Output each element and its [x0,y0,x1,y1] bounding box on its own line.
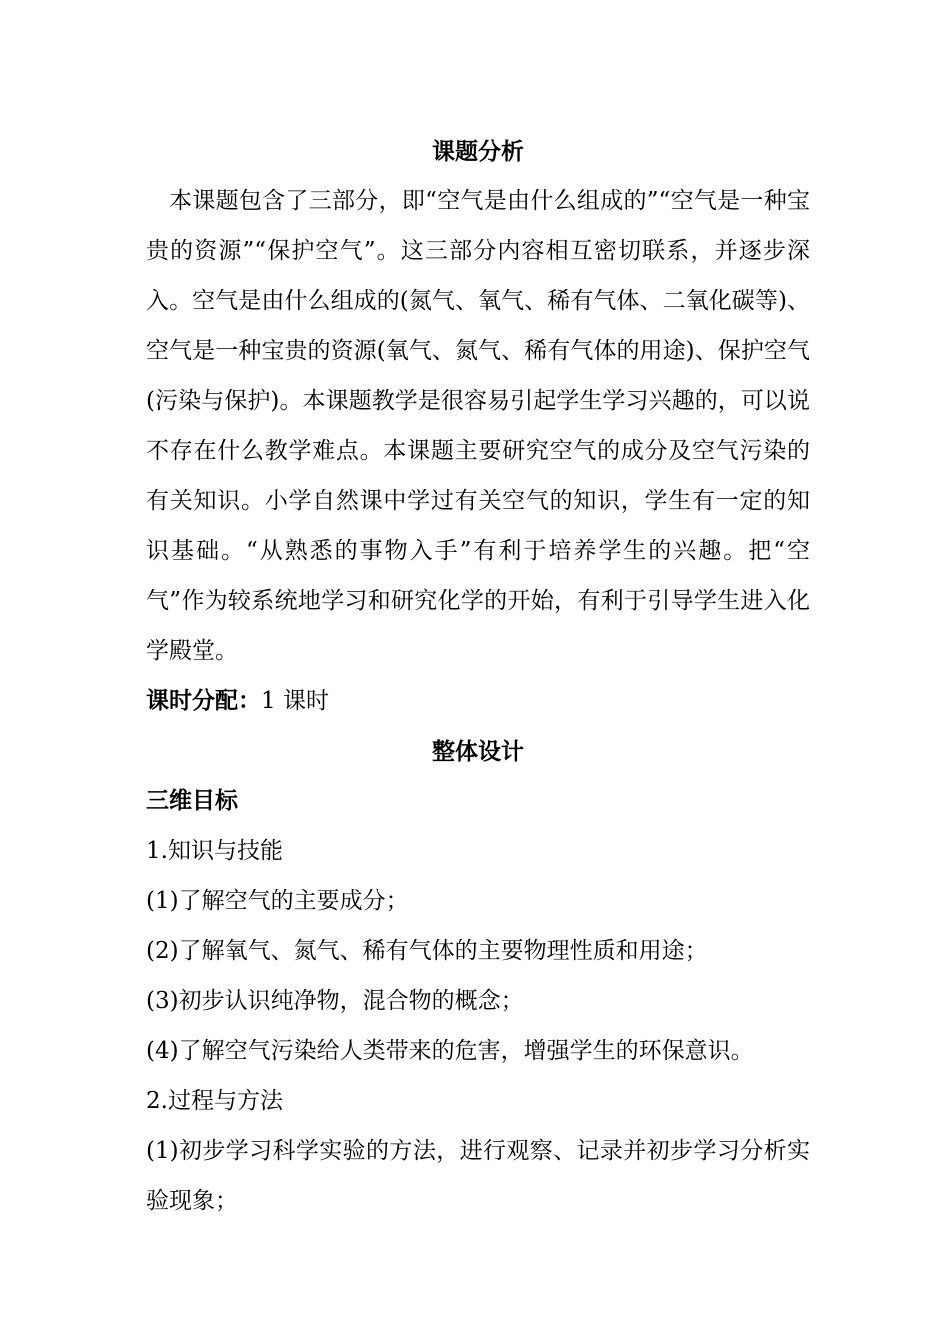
knowledge-item-1: (1)了解空气的主要成分； [146,888,409,914]
knowledge-item-2: (2)了解氧气、氮气、稀有气体的主要物理性质和用途； [146,938,708,964]
document-page [146,128,810,1226]
intro-paragraph: 本课题包含了三部分，即“空气是由什么组成的”“空气是一种宝贵的资源”“保护空气”。这三部分内容相互密切联系，并逐步深入。空气是由什么组成的(氮气、氧气、稀有气体、二氧化碳等)、空气是一种宝贵的资源(氧气、氮气、稀有气体的用途)、保护空气(污染与保护)。本课题教学是很容易引起学生学习兴趣的，可以说不存在什么教学难点。本课题主要研究空气的成分及空气污染的有关知识。小学自然课中学过有关空气的知识，学生有一定的知识基础。“从熟悉的事物入手”有利于培养学生的兴趣。把“空气”作为较系统地学习和研究化学的开始，有利于引导学生进入化学殿堂。 [146,188,810,664]
goals-heading: 三维目标 [146,787,238,814]
process-heading: 2.过程与方法 [146,1088,283,1114]
knowledge-item-3: (3)初步认识纯净物，混合物的概念； [146,988,524,1014]
lesson-allocation-value: 1 课时 [261,688,329,714]
section-title-analysis: 课题分析 [432,138,524,165]
knowledge-item-4: (4)了解空气污染给人类带来的危害，增强学生的环保意识。 [146,1038,754,1064]
process-item-1: (1)初步学习科学实验的方法，进行观察、记录并初步学习分析实验现象； [146,1138,810,1214]
section-title-design: 整体设计 [432,738,524,765]
lesson-allocation-label: 课时分配： [146,687,261,714]
lesson-allocation [146,676,810,726]
knowledge-heading: 1.知识与技能 [146,838,283,864]
